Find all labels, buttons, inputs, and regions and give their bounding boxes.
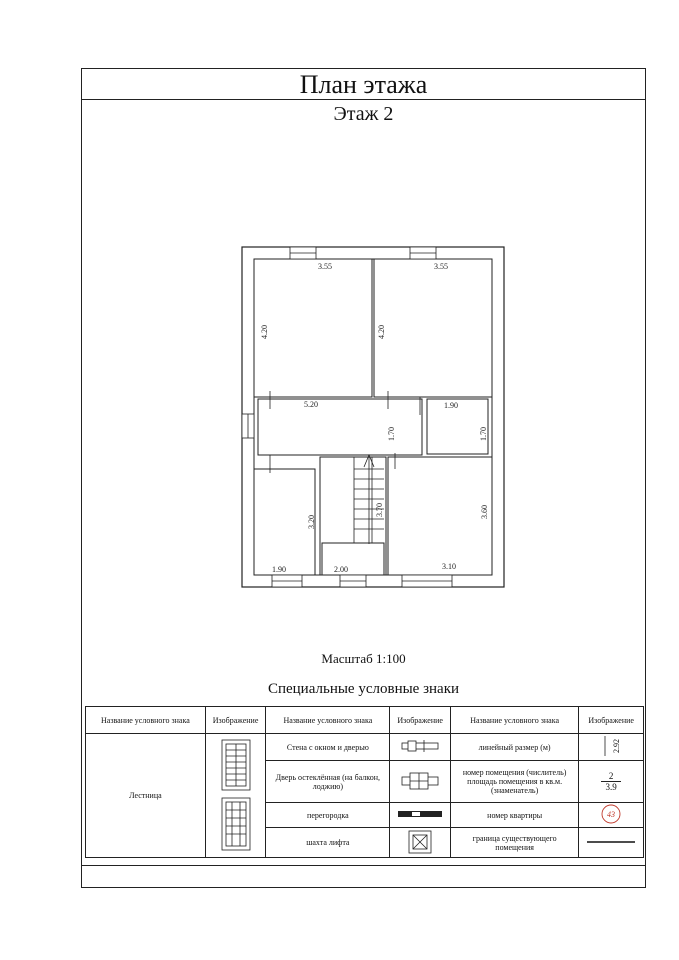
dim-stair-width: 2.00	[334, 565, 348, 574]
dim-room4-height: 3.60	[480, 505, 489, 519]
elevator-shaft-icon	[405, 829, 435, 855]
legend-row	[86, 734, 644, 761]
legend-header-image: Изображение	[579, 707, 644, 734]
legend-header-name: Название условного знака	[451, 707, 579, 734]
legend-boundary-image	[579, 828, 644, 858]
dim-room1-width: 3.55	[318, 262, 332, 271]
legend-stairs-image	[205, 734, 266, 858]
linear-dimension-value: 2.92	[612, 739, 622, 753]
room-2	[374, 259, 492, 397]
legend-wall-label: Стена с окном и дверью	[266, 734, 390, 761]
glazed-door-icon	[398, 767, 442, 795]
legend-room-number-label: номер помещения (числитель) площадь помещения в кв.м. (знаменатель)	[451, 761, 579, 803]
stairs-symbol-icon	[216, 736, 256, 854]
legend-wall-image	[390, 734, 451, 761]
legend-partition-label: перегородка	[266, 803, 390, 828]
door-marks	[270, 391, 420, 473]
legend-header-image: Изображение	[390, 707, 451, 734]
room-area-sample: 3.9	[605, 782, 617, 792]
floor-label: Этаж 2	[333, 103, 394, 125]
legend-glazed-door-label: Дверь остеклённая (на балкон, лоджию)	[266, 761, 390, 803]
dim-room4-width: 3.10	[442, 562, 456, 571]
legend-boundary-label: граница существующего помещения	[451, 828, 579, 858]
room-3	[254, 469, 315, 575]
apartment-number-icon	[596, 803, 626, 825]
legend-linear-image	[579, 734, 644, 761]
scale-label: Масштаб 1:100	[321, 651, 406, 666]
linear-dimension-icon	[591, 734, 631, 758]
dim-room3-width: 1.90	[272, 565, 286, 574]
dim-room1-height: 4.20	[260, 325, 269, 339]
wall-window-door-icon	[398, 738, 442, 754]
legend-linear-label: линейный размер (м)	[451, 734, 579, 761]
existing-boundary-icon	[585, 837, 637, 847]
dim-corridor-height: 1.70	[387, 427, 396, 441]
dim-corridor-width: 5.20	[304, 400, 318, 409]
inner-wall-outline	[254, 259, 492, 575]
legend-header-image: Изображение	[205, 707, 266, 734]
legend-header-name: Название условного знака	[266, 707, 390, 734]
corridor	[258, 399, 422, 455]
dim-room3-height: 3.20	[307, 515, 316, 529]
stair-landing	[322, 543, 384, 575]
legend-elevator-label: шахта лифта	[266, 828, 390, 858]
dim-small-room-width: 1.90	[444, 401, 458, 410]
legend-title: Специальные условные знаки	[267, 681, 460, 697]
partition-icon	[396, 808, 444, 820]
room-4	[388, 457, 492, 575]
stairs	[354, 455, 384, 544]
room-number-sample: 2	[608, 771, 614, 781]
dim-stair-height: 3.70	[375, 503, 384, 517]
room-1	[254, 259, 372, 397]
legend-header-name: Название условного знака	[86, 707, 206, 734]
legend-stairs-label: Лестница	[86, 734, 206, 858]
dim-room2-height: 4.20	[377, 325, 386, 339]
legend-room-number-image	[579, 761, 644, 803]
floor-plan	[82, 69, 645, 649]
apartment-number-sample: 43	[607, 810, 616, 819]
dim-room2-width: 3.55	[434, 262, 448, 271]
drawing-sheet	[81, 68, 646, 888]
legend-table	[85, 706, 644, 858]
legend-partition-image	[390, 803, 451, 828]
windows	[242, 247, 452, 587]
legend-header-row	[86, 707, 644, 734]
sheet-bottom-divider	[82, 865, 645, 866]
legend-glazed-door-image	[390, 761, 451, 803]
dim-small-room-height: 1.70	[479, 427, 488, 441]
legend-elevator-image	[390, 828, 451, 858]
outer-wall-outline	[242, 247, 504, 587]
legend-apartment-label: номер квартиры	[451, 803, 579, 828]
legend-apartment-image	[579, 803, 644, 828]
page-title: План этажа	[82, 69, 645, 100]
